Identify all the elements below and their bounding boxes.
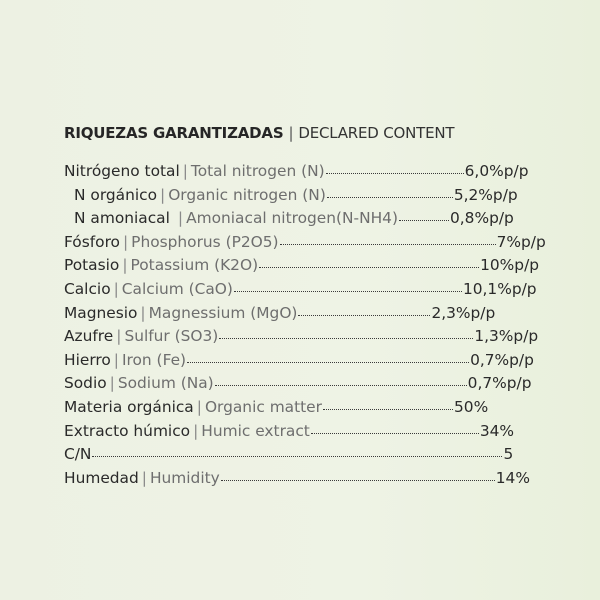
list-item — [64, 254, 564, 278]
label-en: Total nitrogen (N) — [190, 162, 325, 180]
label-es: Humedad — [64, 468, 139, 487]
label-en: Phosphorus (P2O5) — [131, 232, 279, 251]
label-separator: | — [113, 350, 119, 369]
value: 0,8%p/p — [449, 209, 514, 228]
value: 10%p/p — [480, 256, 540, 275]
list-item — [64, 372, 564, 396]
label-es: Sodio — [64, 374, 107, 393]
list-item — [64, 349, 564, 373]
label-en: Humic extract — [201, 421, 310, 440]
value: 5 — [503, 445, 514, 464]
content-list — [64, 160, 564, 490]
dot-leader — [92, 456, 502, 457]
label-es: Extracto húmico — [64, 421, 191, 440]
label-separator: | — [141, 468, 147, 487]
label-en: Organic matter — [204, 397, 322, 416]
label-es: Potasio — [64, 256, 120, 275]
value: 10,1%p/p — [462, 279, 537, 298]
label-separator: | — [193, 421, 199, 440]
label-es: N orgánico — [74, 185, 157, 204]
label-en: Amoniacal nitrogen(N-NH4) — [186, 209, 398, 228]
label-separator: | — [160, 185, 166, 204]
dot-leader — [187, 362, 469, 363]
list-item — [64, 184, 564, 208]
label-separator: | — [116, 327, 122, 346]
label-en: Iron (Fe) — [121, 350, 187, 369]
dot-leader — [298, 315, 430, 316]
label-es: Fósforo — [64, 232, 120, 251]
label-en: Humidity — [149, 468, 220, 487]
list-item — [64, 302, 564, 326]
label-separator: | — [113, 279, 119, 298]
label-es: Azufre — [64, 327, 114, 346]
value: 1,3%p/p — [474, 327, 539, 346]
label-es: Nitrógeno total — [64, 162, 180, 180]
value: 2,3%p/p — [431, 303, 496, 322]
label-separator: | — [177, 209, 184, 228]
dot-leader — [221, 480, 495, 481]
dot-leader — [399, 220, 449, 221]
label-en: Sulfur (SO3) — [124, 327, 219, 346]
heading-es: RIQUEZAS GARANTIZADAS — [64, 124, 284, 142]
value: 0,7%p/p — [467, 374, 532, 393]
value: 0,7%p/p — [470, 350, 534, 369]
dot-leader — [259, 267, 479, 268]
list-item — [64, 325, 564, 349]
list-item — [64, 160, 564, 184]
label-es: N amoniacal — [74, 209, 170, 228]
value: 6,0%p/p — [464, 162, 529, 180]
list-item — [64, 467, 564, 491]
dot-leader — [215, 385, 467, 386]
dot-leader — [323, 409, 453, 410]
value: 5,2%p/p — [453, 185, 518, 204]
dot-leader — [234, 291, 462, 292]
declared-content-panel — [64, 124, 564, 490]
label-en: Organic nitrogen (N) — [168, 185, 326, 204]
label-separator: | — [140, 303, 146, 322]
value: 50% — [453, 397, 489, 416]
section-heading — [64, 124, 564, 142]
dot-leader — [311, 433, 479, 434]
dot-leader — [326, 173, 464, 174]
label-separator: | — [122, 232, 129, 251]
label-es: Magnesio — [64, 303, 138, 322]
value: 14% — [495, 468, 530, 487]
heading-en: DECLARED CONTENT — [298, 124, 455, 142]
value: 34% — [479, 421, 515, 440]
list-item — [64, 278, 564, 302]
label-en: Magnessium (MgO) — [148, 303, 298, 322]
label-es: Hierro — [64, 350, 111, 369]
dot-leader — [219, 338, 473, 339]
label-en: Calcium (CaO) — [121, 279, 233, 298]
label-es: Materia orgánica — [64, 397, 194, 416]
heading-separator: | — [288, 124, 294, 142]
label-separator: | — [196, 397, 202, 416]
label-en: Potassium (K2O) — [130, 256, 259, 275]
label-separator: | — [182, 162, 188, 180]
list-item — [64, 231, 564, 255]
list-item — [64, 396, 564, 420]
label-separator: | — [109, 374, 115, 393]
label-es: Calcio — [64, 279, 111, 298]
dot-leader — [280, 244, 496, 245]
label-separator: | — [122, 256, 128, 275]
list-item — [64, 420, 564, 444]
dot-leader — [327, 197, 453, 198]
list-item — [64, 443, 564, 467]
label-en: Sodium (Na) — [117, 374, 214, 393]
label-es: C/N — [64, 445, 92, 464]
value: 7%p/p — [496, 232, 546, 251]
list-item — [64, 207, 564, 231]
